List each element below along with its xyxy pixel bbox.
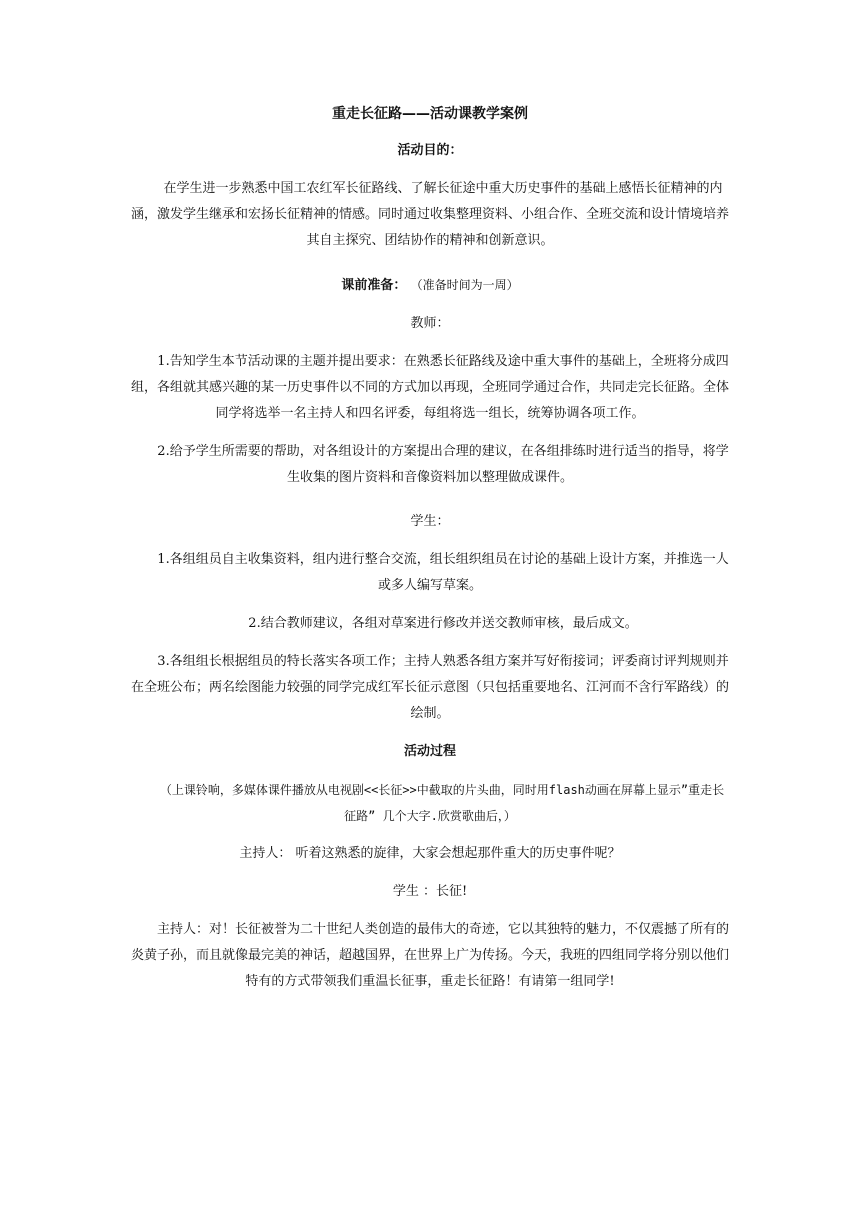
teacher-item-1: 1.告知学生本节活动课的主题并提出要求：在熟悉长征路线及途中重大事件的基础上，全班将分成四组，各组就其感兴趣的某一历史事件以不同的方式加以再现，全班同学通过合作，共同走完长征路。全体同学将选举一名主持人和四名评委，每组将选一组长，统筹协调各项工作。 — [130, 354, 729, 421]
teacher-label: 教师： — [410, 316, 450, 331]
student-item-2: 2.结合教师建议，各组对草案进行修改并送交教师审核，最后成文。 — [248, 616, 638, 631]
dialogue-line-2: 学生 ：长征! — [392, 884, 468, 899]
process-note: （上课铃响，多媒体课件播放从电视剧<<长征>>中截取的片头曲，同时用flash动画在屏幕上显示”重走长征路” 几个大字.欣赏歌曲后，） — [159, 783, 725, 823]
teacher-item-2: 2.给予学生所需要的帮助，对各组设计的方案提出合理的建议，在各组排练时进行适当的指导，将学生收集的图片资料和音像资料加以整理做成课件。 — [157, 444, 729, 485]
dialogue-line-3: 主持人：对！长征被誉为二十世纪人类创造的最伟大的奇迹，它以其独特的魅力，不仅震撼了所有的炎黄子孙，而且就像最完美的神话，超越国界，在世界上广为传扬。今天，我班的四组同学将分别以他们特有的方式带领我们重温长征事，重走长征路！有请第一组同学! — [130, 922, 729, 989]
purpose-paragraph: 在学生进一步熟悉中国工农红军长征路线、了解长征途中重大历史事件的基础上感悟长征精神的内涵，激发学生继承和宏扬长征精神的情感。同时通过收集整理资料、小组合作、全班交流和设计情境培养其自主探究、团结协作的精神和创新意识。 — [130, 181, 729, 248]
purpose-heading: 活动目的： — [397, 143, 463, 158]
prep-line — [130, 272, 730, 299]
prep-note: （准备时间为一周） — [410, 278, 519, 292]
student-label: 学生： — [410, 514, 450, 529]
dialogue-line-1: 主持人： 听着这熟悉的旋律，大家会想起那件重大的历史事件呢？ — [239, 846, 621, 861]
student-item-3: 3.各组组长根据组员的特长落实各项工作；主持人熟悉各组方案并写好衔接词；评委商讨评判规则并在全班公布；两名绘图能力较强的同学完成红军长征示意图（只包括重要地名、江河而不含行军路线）的绘制。 — [130, 654, 729, 721]
prep-heading: 课前准备： — [341, 278, 407, 293]
document-body — [130, 100, 730, 1007]
document-title: 重走长征路——活动课教学案例 — [332, 106, 528, 122]
student-item-1: 1.各组组员自主收集资料，组内进行整合交流，组长组织组员在讨论的基础上设计方案，并推选一人或多人编写草案。 — [157, 552, 729, 593]
process-heading: 活动过程 — [403, 744, 456, 759]
